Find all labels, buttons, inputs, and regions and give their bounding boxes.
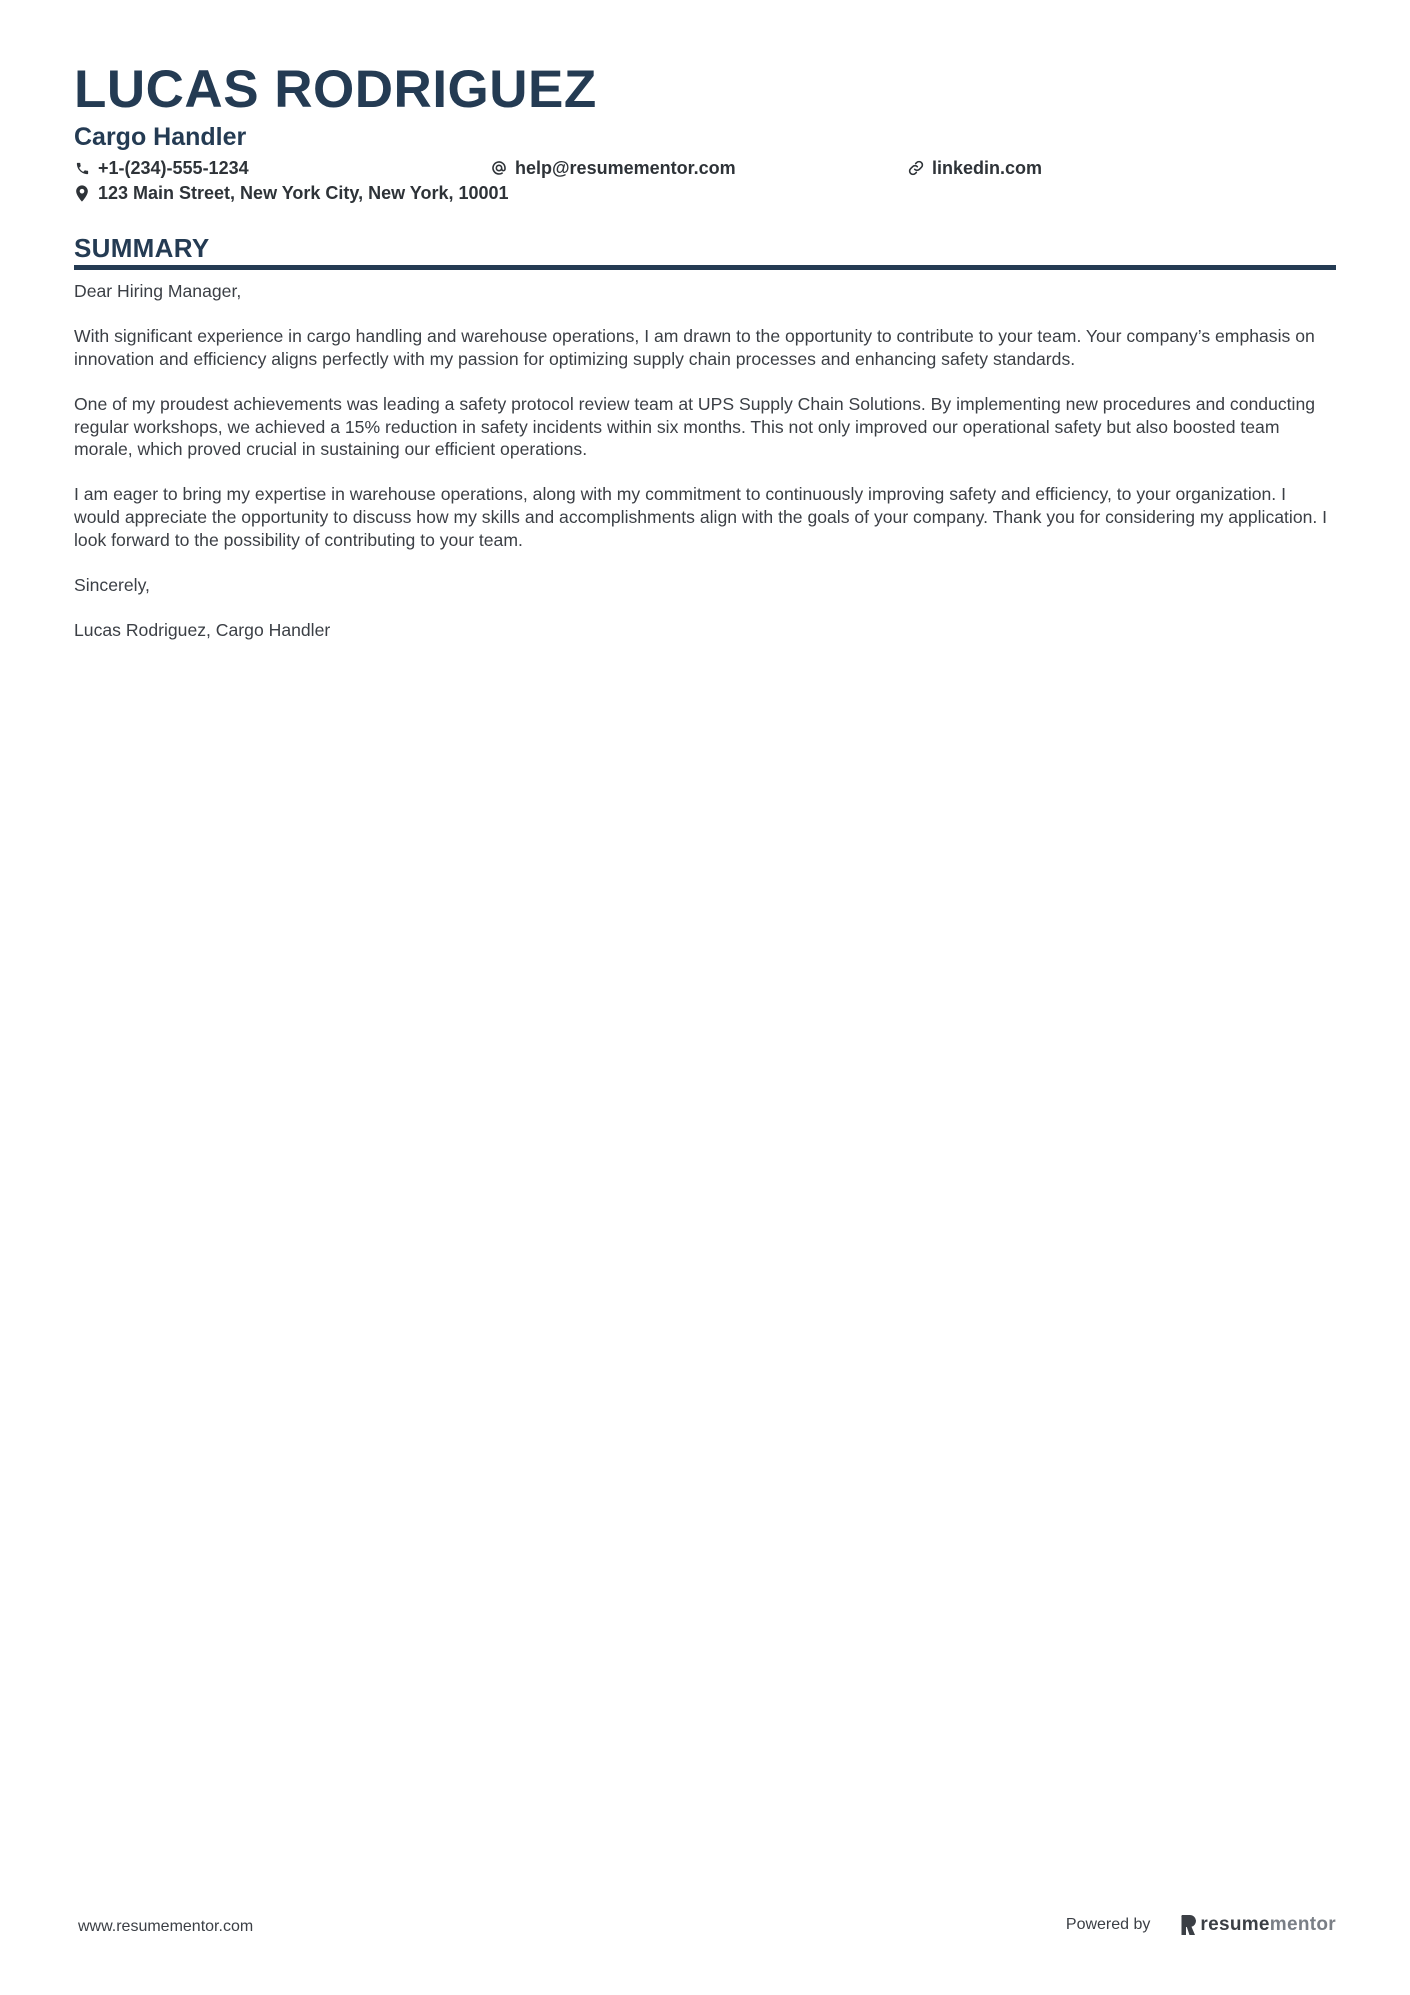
letter-body xyxy=(74,280,1336,642)
candidate-name: LUCAS RODRIGUEZ xyxy=(74,60,597,119)
phone-icon xyxy=(74,160,90,176)
location-pin-icon xyxy=(74,185,90,201)
resumementor-logo-icon xyxy=(1180,1915,1196,1935)
brand-text-resume: resume xyxy=(1200,1914,1270,1935)
contact-address xyxy=(74,181,509,205)
paragraph-1: With significant experience in cargo handling and warehouse operations, I am drawn to the opportunity to contribute to your team. Your company’s emphasis on innovation and efficiency aligns perfectly with my passion for optimizing supply chain processes and enhancing safety standards. xyxy=(74,326,1315,369)
brand-logo[interactable] xyxy=(1180,1914,1336,1936)
link-icon xyxy=(908,160,924,176)
summary-section xyxy=(74,232,1336,664)
contact-linkedin[interactable] xyxy=(908,156,1042,180)
linkedin-text: linkedin.com xyxy=(932,158,1043,178)
header xyxy=(74,60,1336,212)
footer-brand xyxy=(1066,1914,1336,1936)
signature: Lucas Rodriguez, Cargo Handler xyxy=(74,619,331,640)
contact-phone[interactable] xyxy=(74,156,249,180)
section-divider xyxy=(74,265,1336,270)
phone-text: +1-(234)-555-1234 xyxy=(98,158,249,178)
contact-email[interactable] xyxy=(491,156,736,180)
contact-info xyxy=(74,156,1336,212)
brand-text-mentor: mentor xyxy=(1269,1914,1336,1935)
closing: Sincerely, xyxy=(74,574,150,595)
email-text: help@resumementor.com xyxy=(515,158,736,178)
greeting: Dear Hiring Manager, xyxy=(74,281,242,301)
section-title: SUMMARY xyxy=(74,233,210,263)
powered-by-label: Powered by xyxy=(1065,1916,1151,1933)
at-sign-icon xyxy=(491,160,507,176)
paragraph-3: I am eager to bring my expertise in warehouse operations, along with my commitment to continuously improving safety and efficiency, to your organization. I would appreciate the opportunity to discuss how my skills and accomplishments align with the goals of your company. Thank you for considering my application. I look forward to the possibility of contributing to your team. xyxy=(74,484,1328,550)
paragraph-2: One of my proudest achievements was leading a safety protocol review team at UPS Supply Chain Solutions. By implementing new procedures and conducting regular workshops, we achieved a 15% reduction in safety incidents within six months. This not only improved our operational safety but also boosted team morale, which proved crucial in sustaining our efficient operations. xyxy=(74,393,1316,460)
footer-website[interactable]: www.resumementor.com xyxy=(78,1918,254,1935)
job-title: Cargo Handler xyxy=(74,123,247,151)
address-text: 123 Main Street, New York City, New York, 10001 xyxy=(98,183,509,203)
